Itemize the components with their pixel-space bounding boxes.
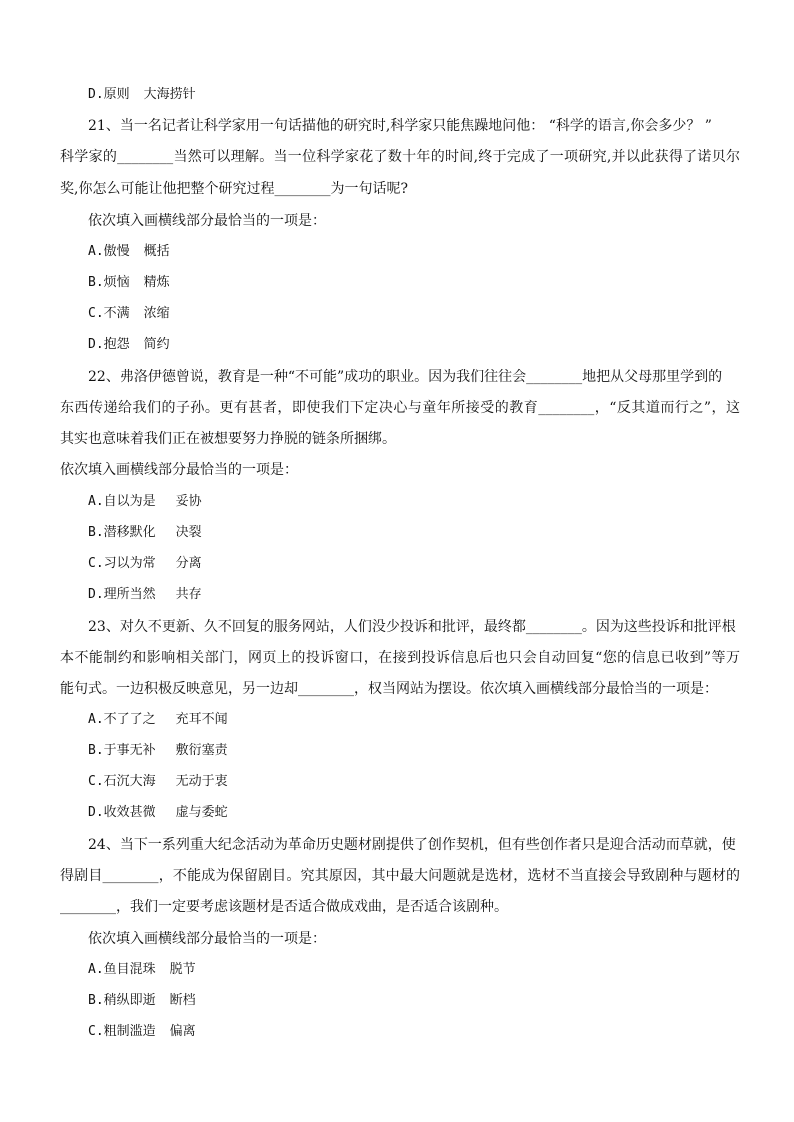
- option-letter: B.: [88, 525, 104, 540]
- q22-option-d: [88, 584, 768, 606]
- q24-option-b: [88, 990, 768, 1012]
- q23-option-a: [88, 709, 768, 731]
- option-word-1: 不了了之: [103, 712, 156, 727]
- q24-text-line-2: 得剧目________，不能成为保留剧目。究其原因，其中最大问题就是选材，选材不当直接会导致剧种与题材的: [60, 868, 740, 884]
- option-word-2: 充耳不闻: [175, 712, 228, 727]
- option-letter: A.: [88, 712, 104, 727]
- option-word-2: 敷衍塞责: [175, 743, 228, 758]
- option-word-1: 不满: [103, 306, 130, 321]
- option-word-1: 烦恼: [103, 275, 130, 290]
- q23-option-d: [88, 802, 768, 824]
- q22-option-b: [88, 522, 768, 544]
- q23-text-line-1: 23、对久不更新、久不回复的服务网站，人们没少投诉和批评，最终都________。因为这些投诉和批评根: [88, 619, 736, 635]
- option-letter: D.: [88, 587, 104, 602]
- q24-text-line-3: ________，我们一定要考虑该题材是否适合做成戏曲，是否适合该剧种。: [60, 899, 508, 915]
- option-letter: C.: [88, 1024, 104, 1039]
- option-letter: A.: [88, 244, 104, 259]
- option-word-2: 共存: [175, 587, 202, 602]
- q23-option-b: [88, 740, 768, 762]
- option-word-1: 稍纵即逝: [103, 993, 156, 1008]
- option-word-1: 原则: [103, 87, 130, 102]
- option-word-2: 虚与委蛇: [175, 805, 228, 820]
- q22-text-line-2: 东西传递给我们的子孙。更有甚者，即使我们下定决心与童年所接受的教育________，“反其道而行之”，这: [60, 400, 740, 416]
- option-word-2: 简约: [143, 337, 170, 352]
- q23-option-c: [88, 771, 768, 793]
- option-word-2: 偏离: [169, 1024, 196, 1039]
- option-letter: B.: [88, 993, 104, 1008]
- q21-option-a: [88, 241, 768, 263]
- q21-text-line-3: 奖,你怎么可能让他把整个研究过程________为一句话呢?: [60, 181, 408, 197]
- q21-text-line-2: 科学家的________当然可以理解。当一位科学家花了数十年的时间,终于完成了一项研究,并以此获得了诺贝尔: [60, 149, 740, 165]
- option-letter: B.: [88, 275, 104, 290]
- q23-text-line-3: 能句式。一边积极反映意见，另一边却________，权当网站为摆设。依次填入画横线部分最恰当的一项是：: [60, 681, 718, 697]
- option-letter: C.: [88, 774, 104, 789]
- option-letter: D.: [88, 805, 104, 820]
- option-letter: A.: [88, 494, 104, 509]
- q21-option-d: [88, 334, 768, 356]
- option-word-1: 石沉大海: [103, 774, 156, 789]
- q22-instruction: 依次填入画横线部分最恰当的一项是：: [60, 462, 298, 478]
- option-d-prev: [88, 84, 768, 106]
- option-word-2: 决裂: [175, 525, 202, 540]
- q23-text-line-2: 本不能制约和影响相关部门，网页上的投诉窗口，在接到投诉信息后也只会自动回复“您的信息已收到”等万: [60, 650, 740, 666]
- option-word-2: 妥协: [175, 494, 202, 509]
- q21-instruction: 依次填入画横线部分最恰当的一项是：: [88, 213, 326, 229]
- q21-option-c: [88, 303, 768, 325]
- option-word-1: 傲慢: [103, 244, 130, 259]
- q21-text-line-1: 21、当一名记者让科学家用一句话描他的研究时,科学家只能焦躁地问他： “科学的语言,你会多少？ ”: [88, 118, 712, 134]
- q22-text-line-1: 22、弗洛伊德曾说，教育是一种“不可能”成功的职业。因为我们往往会________地把从父母那里学到的: [88, 369, 723, 385]
- option-word-1: 理所当然: [103, 587, 156, 602]
- option-word-2: 无动于衷: [175, 774, 228, 789]
- option-letter: A.: [88, 962, 104, 977]
- option-word-1: 于事无补: [103, 743, 156, 758]
- q24-option-a: [88, 959, 768, 981]
- option-word-2: 分离: [175, 556, 202, 571]
- option-word-2: 断档: [169, 993, 196, 1008]
- option-letter: B.: [88, 743, 104, 758]
- q21-option-b: [88, 272, 768, 294]
- option-word-1: 鱼目混珠: [103, 962, 156, 977]
- option-word-2: 精炼: [143, 275, 170, 290]
- option-word-1: 习以为常: [103, 556, 156, 571]
- option-letter: D.: [88, 337, 104, 352]
- q22-text-line-3: 其实也意味着我们正在被想要努力挣脱的链条所捆绑。: [60, 431, 396, 447]
- option-word-1: 收效甚微: [103, 805, 156, 820]
- option-word-2: 大海捞针: [143, 87, 196, 102]
- q24-option-c: [88, 1021, 768, 1043]
- q22-option-c: [88, 553, 768, 575]
- option-word-2: 概括: [143, 244, 170, 259]
- option-letter: C.: [88, 556, 104, 571]
- q24-text-line-1: 24、当下一系列重大纪念活动为革命历史题材剧提供了创作契机，但有些创作者只是迎合活动而草就，使: [88, 837, 736, 853]
- option-letter: D.: [88, 87, 104, 102]
- q24-instruction: 依次填入画横线部分最恰当的一项是：: [88, 931, 326, 947]
- option-letter: C.: [88, 306, 104, 321]
- option-word-1: 自以为是: [103, 494, 156, 509]
- option-word-2: 脱节: [169, 962, 196, 977]
- q22-option-a: [88, 491, 768, 513]
- option-word-1: 粗制滥造: [103, 1024, 156, 1039]
- option-word-2: 浓缩: [143, 306, 170, 321]
- option-word-1: 潜移默化: [103, 525, 156, 540]
- option-word-1: 抱怨: [103, 337, 130, 352]
